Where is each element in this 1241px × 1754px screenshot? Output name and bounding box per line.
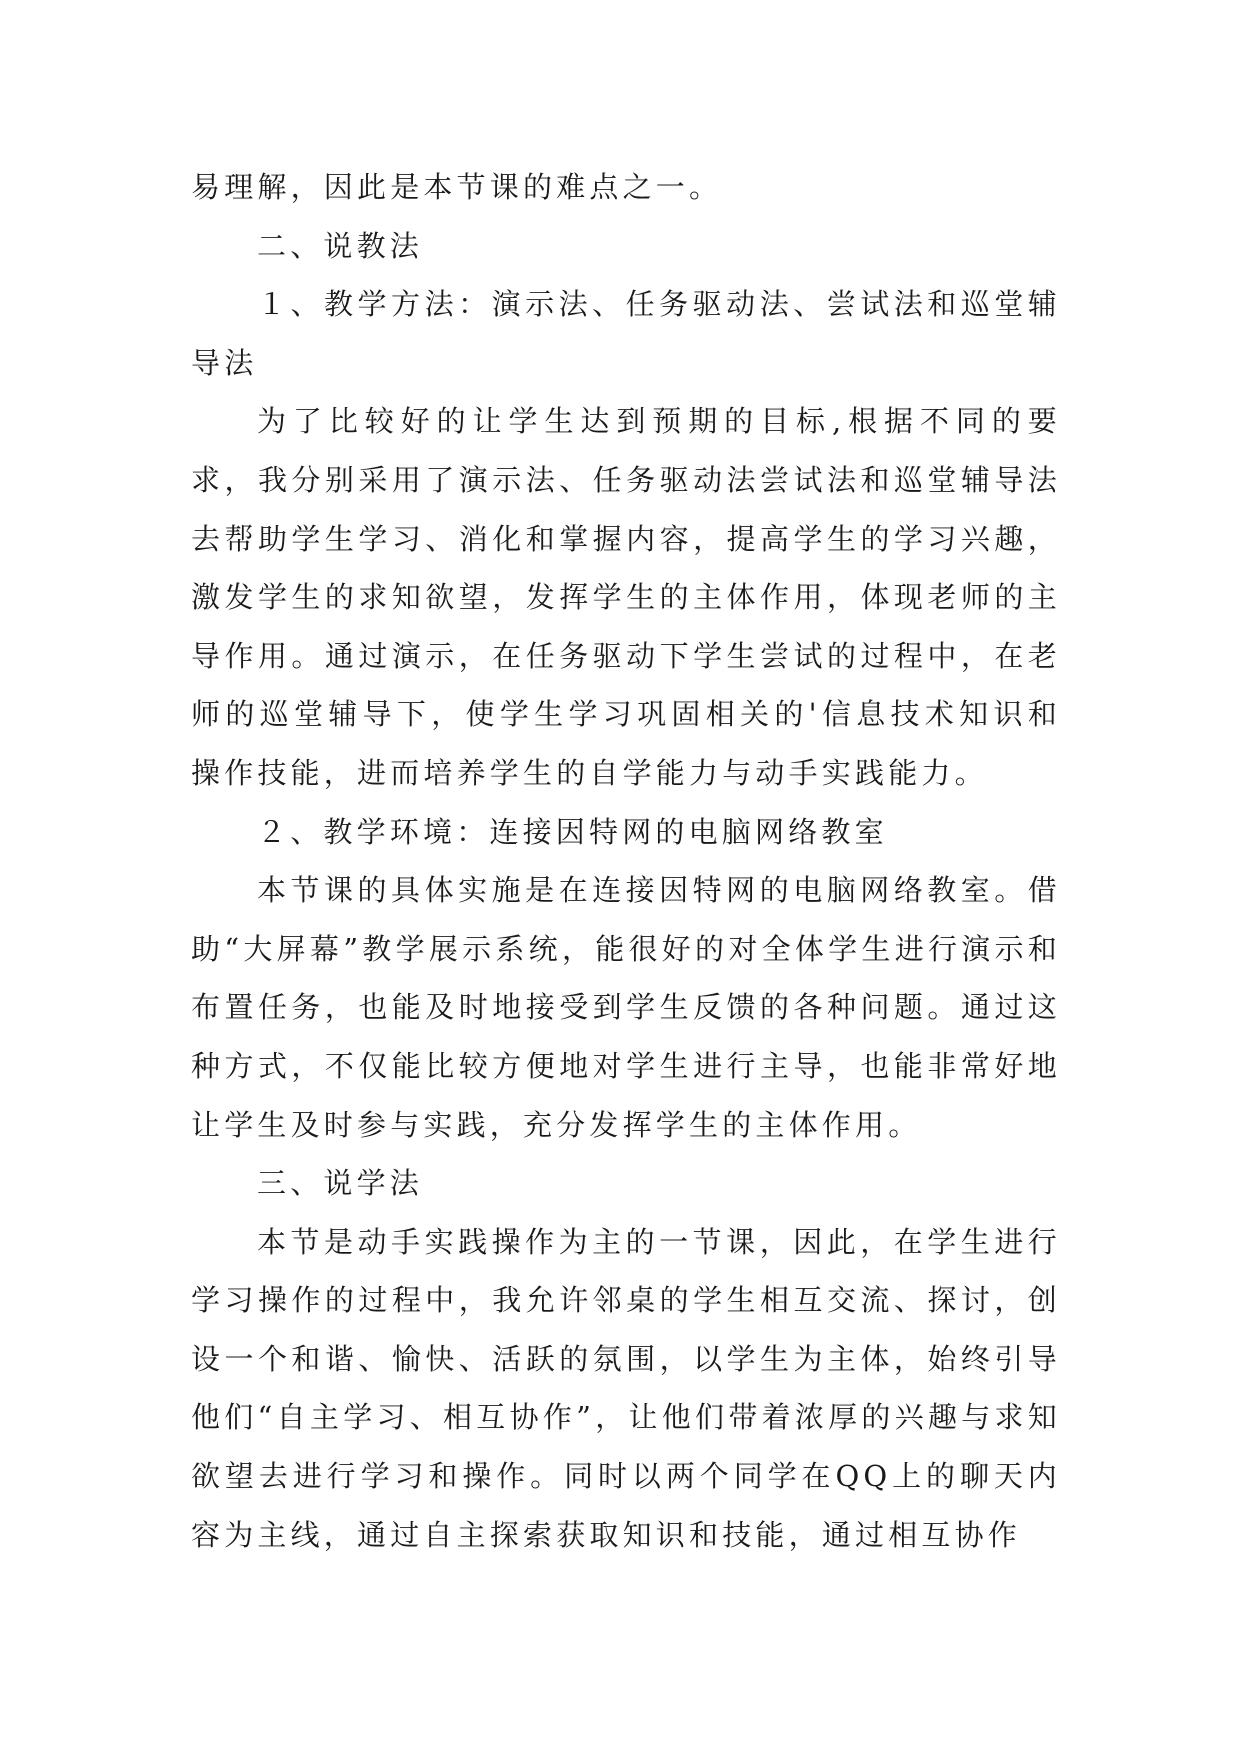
document-body (191, 158, 1061, 1564)
paragraph-continuation: 易理解，因此是本节课的难点之一。 (191, 170, 723, 204)
section-heading-learning-methods: 三、说学法 (257, 1166, 424, 1201)
paragraph-teaching-approach: 为了比较好的让学生达到预期的目标,根据不同的要求，我分别采用了演示法、任务驱动法尝试法和巡堂辅导法去帮助学生学习、消化和掌握内容，提高学生的学习兴趣，激发学生的求知欲望，发挥学生的主体作用，体现老师的主导作用。通过演示，在任务驱动下学生尝试的过程中，在老师的巡堂辅导下，使学生学习巩固相关的'信息技术知识和操作技能，进而培养学生的自学能力与动手实践能力。 (191, 404, 1061, 790)
subheading-teaching-environment: ２、教学环境：连接因特网的电脑网络教室 (257, 814, 888, 849)
subheading-teaching-approach: １、教学方法：演示法、任务驱动法、尝试法和巡堂辅导法 (191, 287, 1061, 380)
paragraph-teaching-environment: 本节课的具体实施是在连接因特网的电脑网络教室。借助“大屏幕”教学展示系统，能很好的对全体学生进行演示和布置任务，也能及时地接受到学生反馈的各种问题。通过这种方式，不仅能比较方便地对学生进行主导，也能非常好地让学生及时参与实践，充分发挥学生的主体作用。 (191, 873, 1061, 1142)
paragraph-learning-methods: 本节是动手实践操作为主的一节课，因此，在学生进行学习操作的过程中，我允许邻桌的学生相互交流、探讨，创设一个和谐、愉快、活跃的氛围，以学生为主体，始终引导他们“自主学习、相互协作”，让他们带着浓厚的兴趣与求知欲望去进行学习和操作。同时以两个同学在QQ上的聊天内容为主线，通过自主探索获取知识和技能，通过相互协作 (191, 1224, 1061, 1552)
section-heading-teaching-methods: 二、说教法 (257, 228, 424, 263)
